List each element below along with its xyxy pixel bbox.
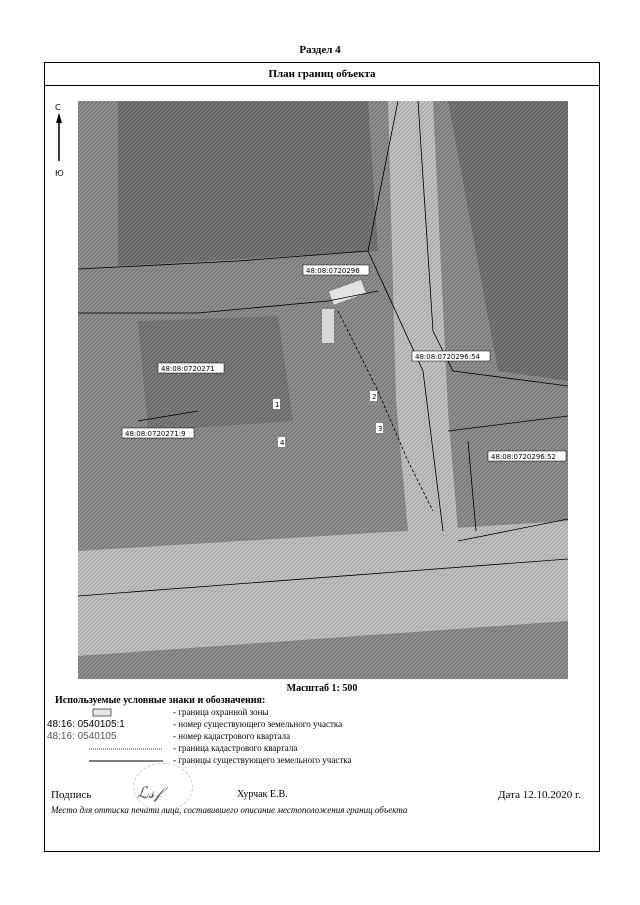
- legend-row: [45, 755, 599, 769]
- south-label: Ю: [55, 169, 64, 178]
- legend-quarter-line: [81, 743, 171, 755]
- legend-parcel-number: 48:16: 0540105:1: [47, 719, 125, 730]
- legend-desc: - номер кадастрового квартала: [173, 731, 291, 741]
- legend-desc: - номер существующего земельного участка: [173, 719, 343, 729]
- map-label-parcel-54: 48:08:0720296:54: [415, 353, 480, 361]
- point-label: 2: [372, 393, 377, 401]
- signature-mark: ℒ𝓈𝒻: [137, 783, 162, 802]
- legend-zone-symbol: [81, 707, 171, 719]
- signer-name: Хурчак Е.В.: [237, 789, 288, 800]
- north-label: С: [55, 103, 61, 112]
- point-label: 4: [280, 439, 285, 447]
- scale-label: Масштаб 1: 500: [286, 683, 358, 694]
- north-arrow: [53, 103, 73, 203]
- map-label-parcel-9: 48:08:0720271:9: [125, 430, 186, 438]
- document-frame: [44, 62, 600, 852]
- aerial-map: [78, 101, 568, 679]
- point-label: 1: [275, 401, 280, 409]
- section-title: Раздел 4: [299, 44, 341, 56]
- signature-label: Подпись: [51, 789, 92, 801]
- document-date: Дата 12.10.2020 г.: [498, 789, 581, 801]
- map-label-quarter-1: 48:08:0720296: [306, 267, 360, 275]
- legend-desc: - границы существующего земельного участка: [173, 755, 352, 765]
- plan-title: План границ объекта: [45, 63, 599, 86]
- legend-desc: - граница кадастрового квартала: [173, 743, 298, 753]
- legend-quarter-number: 48:16: 0540105: [47, 731, 117, 742]
- stamp-note: Место для оттиска печати лица, составившего описание местоположения границ объекта: [51, 805, 408, 815]
- map-label-quarter-2: 48:08:0720271: [161, 365, 215, 373]
- legend-desc: - граница охранной зоны: [173, 707, 269, 717]
- map-label-parcel-52: 48:08:0720296:52: [491, 453, 556, 461]
- point-label: 3: [378, 425, 383, 433]
- building: [322, 309, 334, 343]
- legend-title: Используемые условные знаки и обозначения:: [55, 695, 266, 706]
